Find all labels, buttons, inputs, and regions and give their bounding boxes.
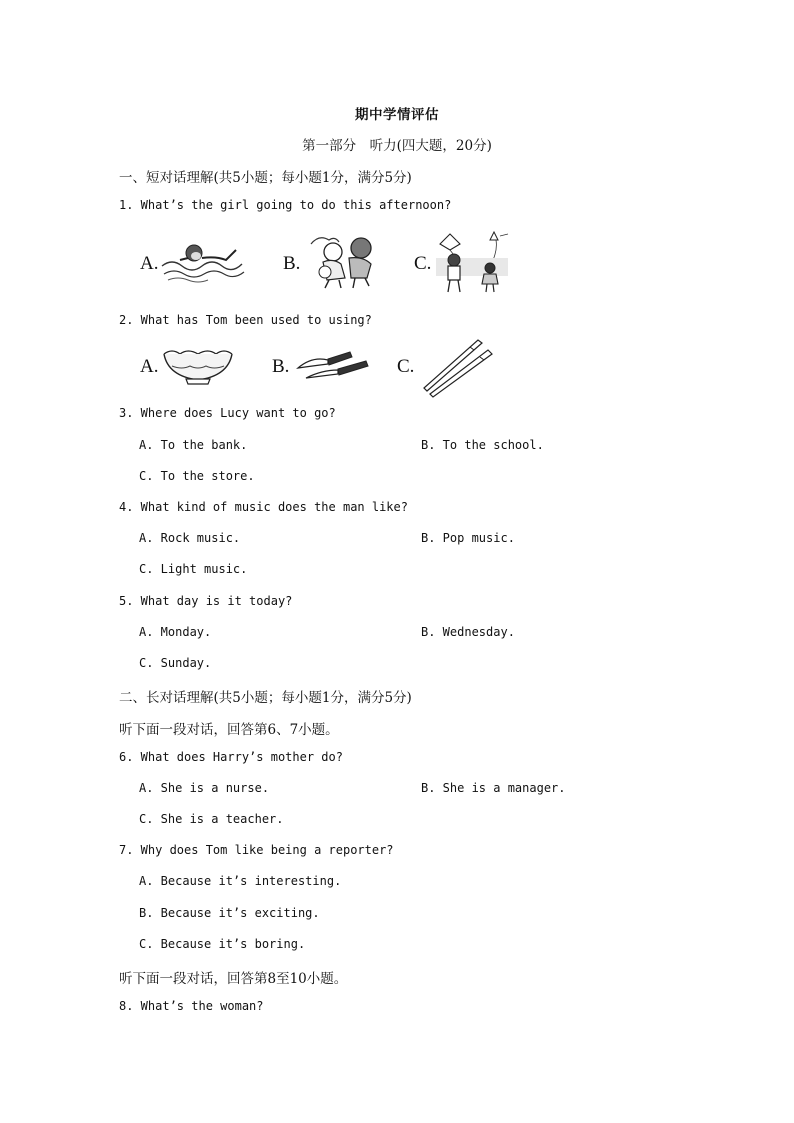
swimming-girl-picture bbox=[160, 236, 246, 286]
q2-option-b-label: B. bbox=[272, 356, 290, 377]
kite-flying-picture bbox=[436, 230, 508, 294]
q7-option-b: B. Because it’s exciting. bbox=[139, 906, 320, 920]
q5-option-c: C. Sunday. bbox=[139, 656, 212, 670]
question-8: 8. What’s the woman? bbox=[119, 999, 264, 1013]
section-2-heading: 二、长对话理解(共5小题；每小题1分，满分5分) bbox=[119, 690, 412, 706]
q6-option-c: C. She is a teacher. bbox=[139, 812, 284, 826]
q7-option-c: C. Because it’s boring. bbox=[139, 937, 306, 951]
chopsticks-picture bbox=[420, 336, 496, 398]
q7-option-a: A. Because it’s interesting. bbox=[139, 874, 342, 888]
q3-option-c: C. To the store. bbox=[139, 469, 255, 483]
bowl-picture bbox=[160, 346, 236, 386]
q4-option-b: B. Pop music. bbox=[421, 531, 515, 545]
q4-option-c: C. Light music. bbox=[139, 562, 248, 576]
q6-option-b: B. She is a manager. bbox=[421, 781, 566, 795]
q1-option-c-label: C. bbox=[414, 253, 432, 274]
q1-option-b-label: B. bbox=[283, 253, 301, 274]
q2-option-a-label: A. bbox=[140, 356, 159, 377]
dialogue-intro-1: 听下面一段对话，回答第6、7小题。 bbox=[119, 722, 339, 738]
section-1-heading: 一、短对话理解(共5小题；每小题1分，满分5分) bbox=[119, 170, 412, 186]
question-5: 5. What day is it today? bbox=[119, 594, 293, 608]
children-playing-picture bbox=[305, 232, 381, 290]
q1-option-a-label: A. bbox=[140, 253, 159, 274]
question-7: 7. Why does Tom like being a reporter? bbox=[119, 843, 394, 857]
dialogue-intro-2: 听下面一段对话，回答第8至10小题。 bbox=[119, 971, 348, 987]
question-1: 1. What’s the girl going to do this afternoon? bbox=[119, 198, 452, 212]
question-6: 6. What does Harry’s mother do? bbox=[119, 750, 343, 764]
q3-option-b: B. To the school. bbox=[421, 438, 544, 452]
knives-picture bbox=[292, 348, 372, 384]
q5-option-b: B. Wednesday. bbox=[421, 625, 515, 639]
question-3: 3. Where does Lucy want to go? bbox=[119, 406, 336, 420]
question-4: 4. What kind of music does the man like? bbox=[119, 500, 408, 514]
q6-option-a: A. She is a nurse. bbox=[139, 781, 270, 795]
q4-option-a: A. Rock music. bbox=[139, 531, 241, 545]
q5-option-a: A. Monday. bbox=[139, 625, 212, 639]
q2-option-c-label: C. bbox=[397, 356, 415, 377]
page-title: 期中学情评估 bbox=[355, 107, 439, 123]
question-2: 2. What has Tom been used to using? bbox=[119, 313, 372, 327]
part-heading: 第一部分 听力(四大题，20分) bbox=[302, 138, 492, 154]
q3-option-a: A. To the bank. bbox=[139, 438, 248, 452]
